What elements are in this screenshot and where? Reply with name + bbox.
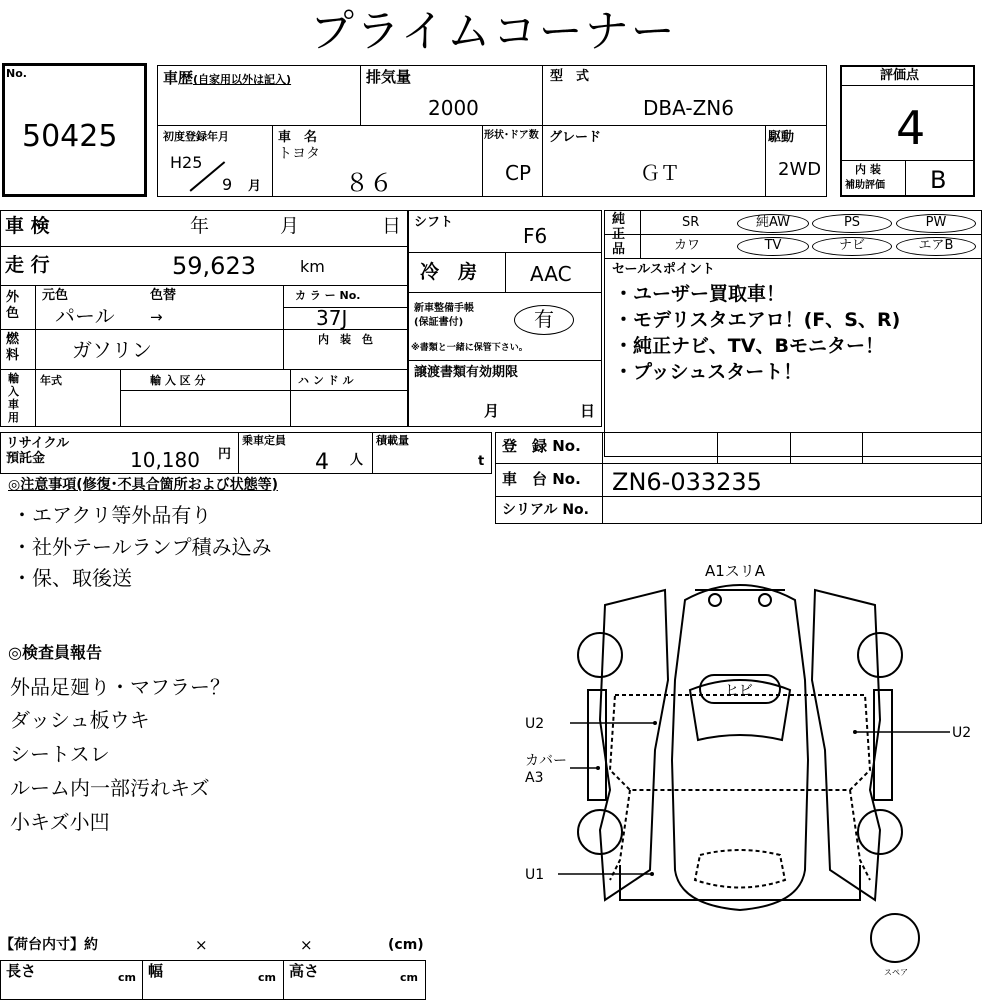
car-name: ８６ [345, 169, 393, 197]
first-reg-month-unit: 月 [248, 179, 262, 194]
diag-u2-right: U2 [952, 725, 972, 741]
sales-point-1: ・ユーザー買取車！ [614, 283, 786, 305]
maintenance-label: 新車整備手帳 (保証書付) [414, 303, 474, 328]
import-year-label: 年式 [40, 374, 62, 387]
shift-label: シフト [414, 215, 454, 230]
transfer-month: 月 [484, 402, 500, 420]
chassis-label: 車 台 No. [502, 470, 581, 488]
body-value: CP [505, 161, 532, 185]
color-arrow: → [150, 308, 163, 326]
orig-color-value: パール [55, 304, 115, 328]
color-code-value: 37J [316, 306, 348, 330]
inspector-item-5: 小キズ小凹 [10, 810, 110, 834]
page-title: プライムコーナー [310, 6, 677, 57]
first-reg-month: 9 [222, 175, 233, 194]
score-label: 評価点 [880, 68, 920, 83]
notes-heading: ◎注意事項(修復･不具合箇所および状態等) [8, 477, 279, 493]
maintenance-note: ※書類と一緒に保管下さい。 [411, 343, 528, 353]
inspector-item-2: ダッシュ板ウキ [10, 708, 150, 732]
chassis-value: ZN6-033235 [612, 468, 762, 496]
sales-point-2: ・モデリスタエアロ！(F、S、R) [614, 309, 901, 331]
inspector-item-4: ルーム内一部汚れキズ [10, 776, 210, 800]
registration-label: 登 録 No. [502, 437, 581, 455]
inspector-item-3: シートスレ [10, 742, 110, 766]
model-type-label: 型 式 [550, 69, 590, 84]
interior-sub: 補助評価 [845, 180, 885, 191]
grade-value: ＧＴ [640, 161, 680, 185]
displacement-value: 2000 [428, 96, 479, 120]
serial-label: シリアル No. [502, 502, 589, 518]
mileage-label: 走 行 [5, 254, 50, 276]
history-label: 車歴(自家用以外は記入) [163, 69, 292, 87]
fuel-value: ガソリン [72, 338, 152, 362]
load-label: 積載量 [376, 434, 409, 447]
shift-value: F6 [523, 224, 548, 248]
cargo-x2: × [300, 936, 313, 954]
ac-value: AAC [530, 262, 572, 286]
mileage-unit: km [300, 257, 325, 276]
sales-point-4: ・プッシュスタート！ [614, 361, 803, 383]
interior-color-label: 内 装 色 [318, 333, 373, 346]
note-3: ・保、取後送 [12, 566, 132, 590]
interior-label: 内 装 [855, 163, 881, 176]
car-damage-diagram [500, 560, 990, 1000]
diag-spare-label: スペア [884, 968, 908, 977]
equip-pw: PW [896, 214, 976, 233]
grade-label: グレード [549, 130, 602, 145]
load-unit: t [478, 454, 485, 469]
inspection-day: 日 [382, 215, 402, 237]
body-label: 形状･ドア数 [484, 130, 539, 141]
capacity-unit: 人 [350, 453, 364, 468]
equip-leather: カワ [674, 238, 701, 253]
cargo-length-label: 長さ [6, 962, 37, 980]
transfer-day: 日 [580, 402, 596, 420]
car-maker: トヨタ [278, 146, 320, 162]
import-class-label: 輸 入 区 分 [150, 374, 206, 387]
cargo-unit: (cm) [388, 937, 424, 953]
capacity-value: 4 [315, 450, 329, 475]
equip-pure-aw: 純AW [737, 214, 809, 233]
model-type-value: DBA-ZN6 [643, 96, 734, 120]
lot-no-label: No. [6, 67, 27, 80]
orig-color-label: 元色 [42, 288, 69, 303]
drive-value: 2WD [778, 159, 822, 180]
cargo-heading: 【荷台内寸】約 [0, 937, 98, 953]
note-2: ・社外テールランプ積み込み [12, 535, 272, 559]
displacement-label: 排気量 [366, 68, 412, 86]
import-handle-label: ハ ン ド ル [298, 374, 354, 387]
diag-top-label: A1スリA [705, 562, 766, 580]
color-code-label: カ ラ ー No. [295, 289, 361, 302]
diag-cover-label: カバー [525, 753, 567, 769]
equip-tv: TV [737, 237, 809, 256]
recycle-value: 10,180 [130, 448, 200, 472]
diag-a3-label: A3 [525, 770, 544, 786]
inspector-heading: ◎検査員報告 [8, 643, 102, 662]
equipment-label: 純正品 [612, 212, 626, 257]
mileage-value: 59,623 [172, 252, 256, 280]
change-color-label: 色替 [150, 288, 177, 303]
cargo-width-label: 幅 [148, 962, 164, 980]
recycle-unit: 円 [218, 447, 232, 462]
cargo-height-cm: cm [400, 971, 418, 984]
interior-value: B [930, 166, 947, 194]
equip-navi: ナビ [812, 237, 892, 256]
car-name-label: 車 名 [278, 130, 318, 145]
first-reg-year: H25 [170, 153, 203, 172]
fuel-label: 燃料 [6, 332, 20, 363]
sales-points-label: セールスポイント [612, 262, 715, 277]
import-label: 輸入車用 [8, 372, 19, 424]
maintenance-value: 有 [514, 305, 574, 335]
transfer-label: 譲渡書類有効期限 [414, 365, 519, 380]
inspection-month: 月 [280, 215, 300, 237]
ac-label: 冷 房 [420, 261, 478, 283]
equip-ps: PS [812, 214, 892, 233]
capacity-label: 乗車定員 [242, 434, 286, 447]
cargo-x1: × [195, 936, 208, 954]
score-value: 4 [896, 101, 926, 155]
recycle-label: リサイクル 預託金 [6, 436, 70, 466]
note-1: ・エアクリ等外品有り [12, 503, 212, 527]
drive-label: 駆動 [768, 130, 795, 145]
cargo-width-cm: cm [258, 971, 276, 984]
diag-u1-label: U1 [525, 867, 545, 883]
inspector-item-1: 外品足廻り・マフラー？ [10, 675, 230, 699]
first-reg-label: 初度登録年月 [163, 130, 229, 143]
equip-sr: SR [682, 215, 700, 230]
inspection-year: 年 [190, 215, 210, 237]
exterior-color-label: 外色 [6, 290, 20, 321]
diag-u2-left: U2 [525, 716, 545, 732]
cargo-height-label: 高さ [289, 962, 320, 980]
lot-number: 50425 [22, 119, 118, 154]
equip-airbag: エアB [896, 237, 976, 256]
diag-hibi-label: ヒビ [725, 683, 753, 699]
cargo-length-cm: cm [118, 971, 136, 984]
cargo-table [0, 960, 426, 1000]
inspection-label: 車 検 [5, 215, 50, 237]
sales-point-3: ・純正ナビ、TV、Bモニター！ [614, 335, 884, 357]
